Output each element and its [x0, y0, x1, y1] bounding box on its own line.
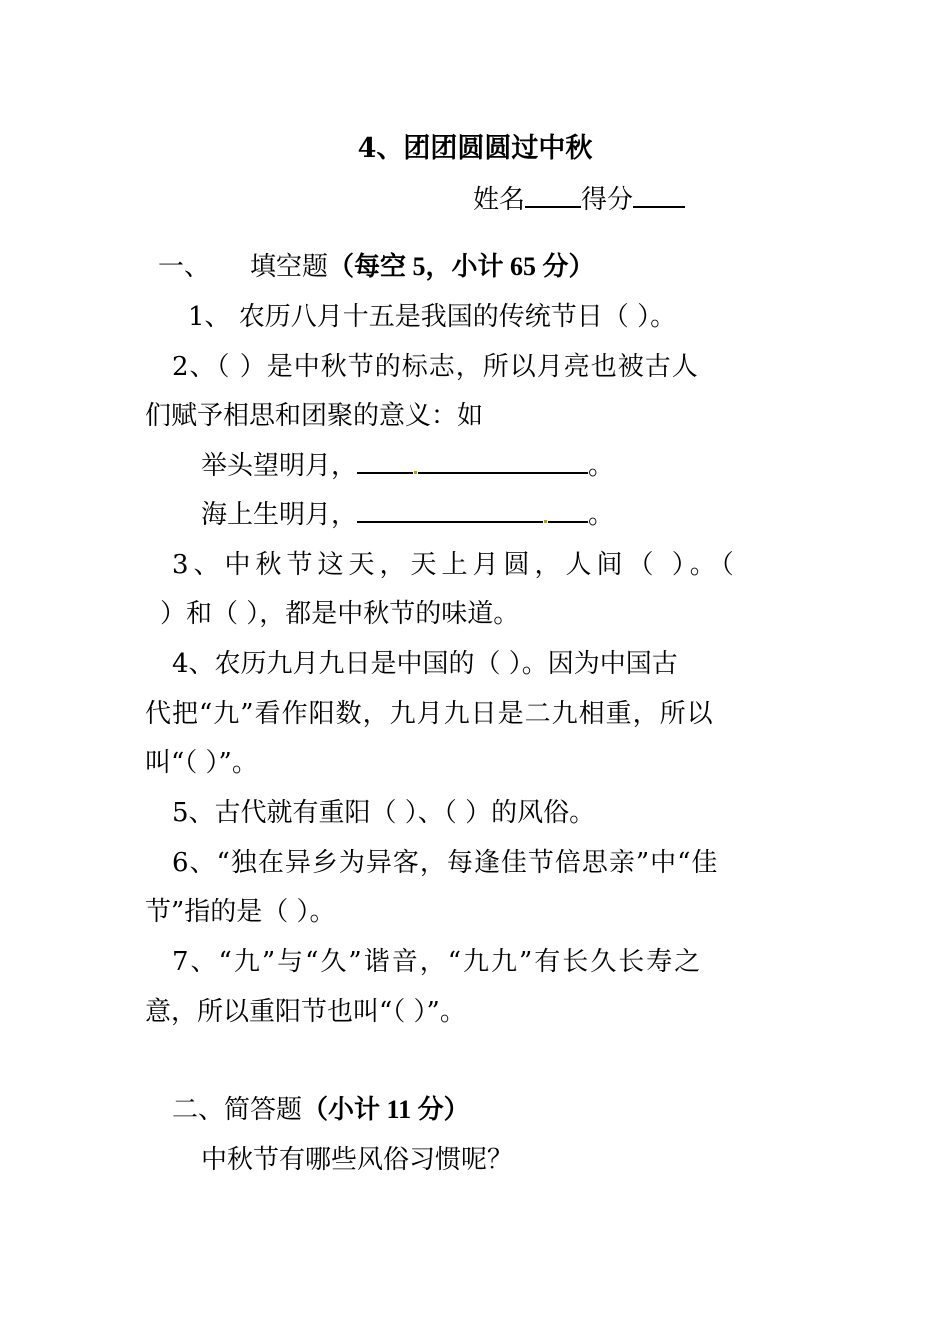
section1-label: 填空题 [250, 252, 329, 282]
section1-points: （每空 5，小计 65 分） [328, 252, 595, 281]
question-4-line-3: 叫“（ ）”。 [145, 748, 258, 778]
section1-heading [158, 250, 595, 284]
question-4-line-1: 4、农历九月九日是中国的（ ）。因为中国古 [172, 649, 678, 679]
poem-1-end: 。 [588, 451, 615, 481]
poem-1-prefix: 举头望明月， [201, 451, 358, 481]
section1-number: 一、 [158, 252, 211, 282]
poem-1-blank-b[interactable] [418, 450, 588, 474]
section2-label: 二、简答题 [172, 1095, 303, 1125]
name-blank[interactable] [525, 184, 581, 208]
question-3-line-2: ）和（ ），都是中秋节的味道。 [160, 599, 520, 629]
name-label: 姓名 [473, 185, 526, 215]
question-4-line-2: 代把“九”看作阳数，九月九日是二九相重，所以 [145, 699, 714, 729]
question-7-line-2: 意，所以重阳节也叫“（ ）”。 [145, 997, 466, 1027]
name-score-row [473, 183, 685, 217]
poem-2-blank-a[interactable] [357, 499, 543, 523]
question-6-line-2: 节”指的是（ ）。 [145, 897, 336, 927]
poem-1-blank-a[interactable] [357, 450, 413, 474]
question-1: 1、 农历八月十五是我国的传统节日（ ）。 [188, 302, 677, 332]
marker-dot [544, 520, 547, 523]
poem-line-2 [201, 498, 614, 532]
page-title: 4、团团圆圆过中秋 [357, 133, 593, 164]
poem-2-prefix: 海上生明月， [201, 500, 358, 530]
section2-question: 中秋节有哪些风俗习惯呢？ [201, 1145, 514, 1175]
poem-line-1 [201, 449, 614, 483]
question-5: 5、古代就有重阳（ ）、（ ）的风俗。 [172, 798, 596, 828]
marker-dot [414, 471, 417, 474]
question-7-line-1: 7、“九”与“久”谐音，“九九”有长久长寿之 [172, 947, 703, 977]
section2-heading [172, 1093, 470, 1127]
section2-points: （小计 11 分） [302, 1095, 470, 1124]
score-label: 得分 [581, 185, 634, 215]
poem-2-blank-b[interactable] [548, 499, 588, 523]
score-blank[interactable] [633, 184, 685, 208]
question-2-line-1: 2、（ ）是中秋节的标志，所以月亮也被古人 [172, 352, 699, 382]
poem-2-end: 。 [588, 500, 615, 530]
question-3-line-1: 3、中秋节这天，天上月圆，人间（ ）。（ [172, 550, 739, 580]
question-6-line-1: 6、“独在异乡为异客，每逢佳节倍思亲”中“佳 [172, 848, 719, 878]
question-2-line-2: 们赋予相思和团聚的意义：如 [145, 401, 484, 431]
